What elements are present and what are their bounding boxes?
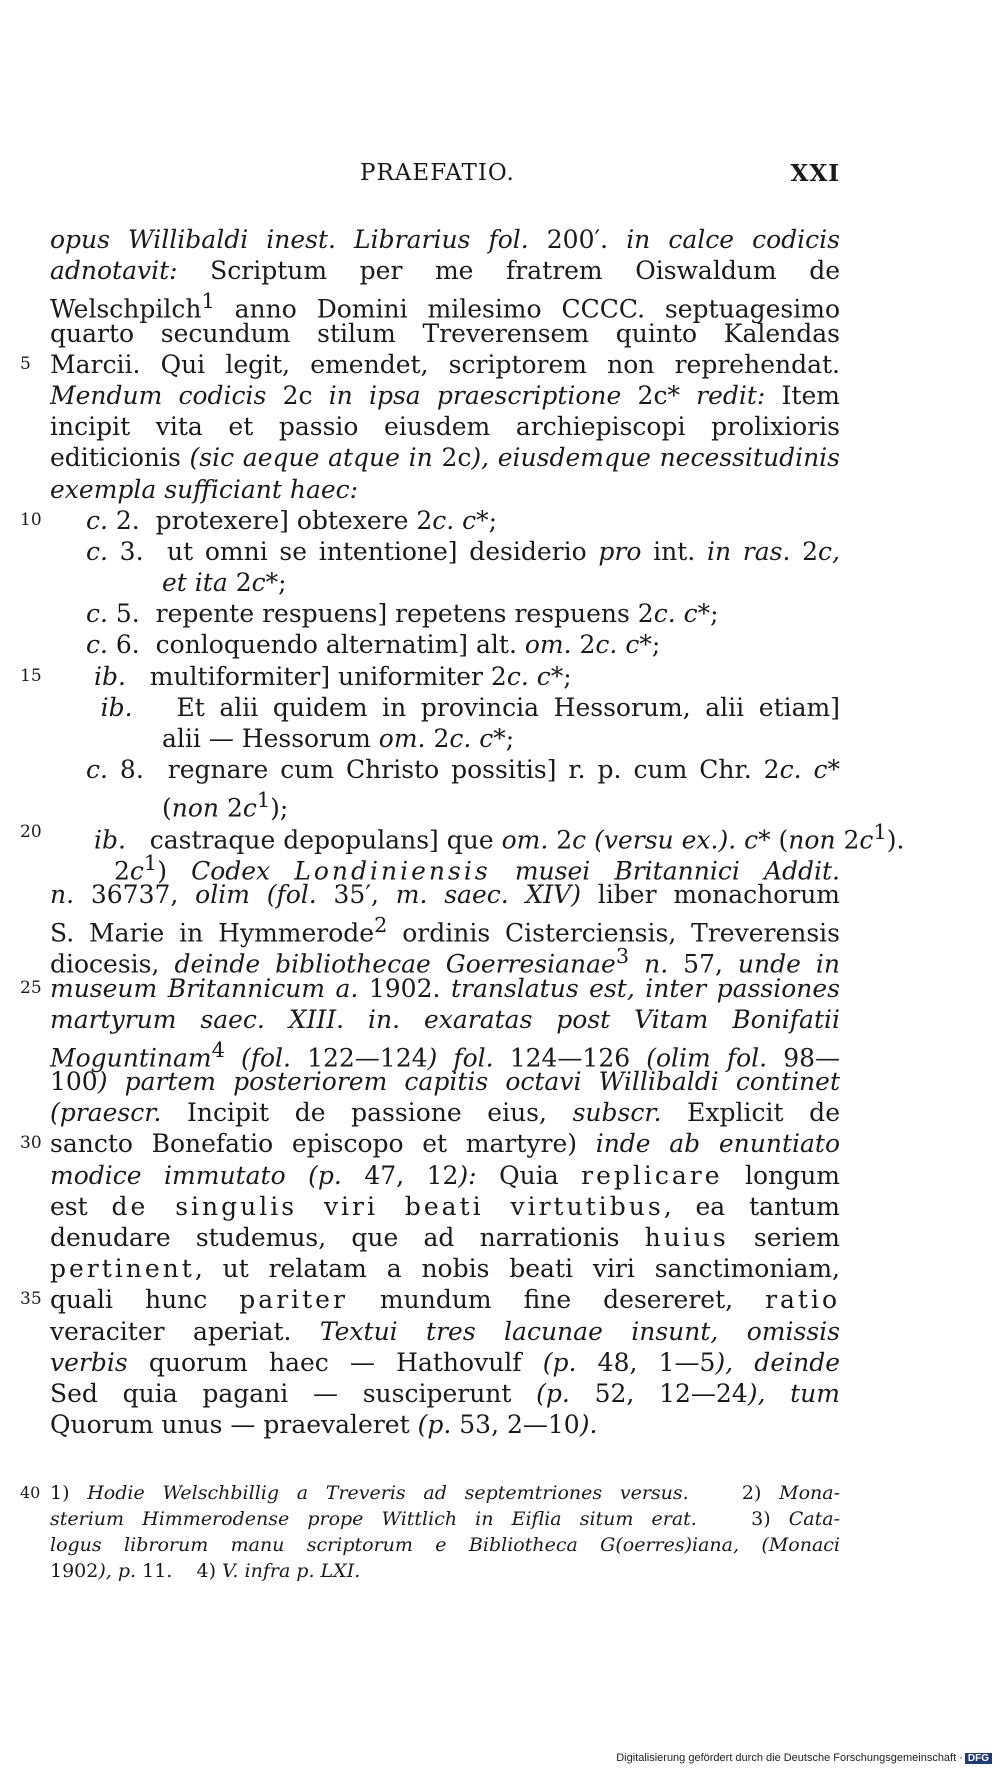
footnote-line xyxy=(50,1532,840,1558)
text-line-text: Marcii. Qui legit, emendet, scriptorem non reprehendat. xyxy=(50,349,840,379)
text-line xyxy=(20,817,905,854)
running-head xyxy=(50,160,840,190)
text-line-text: veraciter aperiat. Textui tres lacunae insunt, omissis xyxy=(50,1316,840,1346)
text-line xyxy=(50,567,840,598)
text-line-text: c. 3. ut omni se intentione] desiderio pro int. in ras. 2c, xyxy=(86,536,840,566)
text-line xyxy=(50,785,840,823)
page-number: XXI xyxy=(790,160,840,187)
text-line xyxy=(50,380,840,411)
text-line-text: martyrum saec. XIII. in. exaratas post Vitam Bonifatii xyxy=(50,1004,840,1034)
text-line xyxy=(50,848,840,886)
line-number: 35 xyxy=(20,1289,42,1310)
text-line-text: Quorum unus — praevaleret (p. 53, 2—10). xyxy=(50,1410,598,1440)
line-number: 5 xyxy=(20,353,31,374)
text-line xyxy=(50,318,840,349)
text-line xyxy=(50,411,840,442)
text-line xyxy=(50,598,840,629)
text-line-text: opus Willibaldi inest. Librarius fol. 200′. in calce codicis xyxy=(50,225,840,254)
text-line-text: museum Britannicum a. 1902. translatus est, inter passiones xyxy=(50,973,841,1003)
text-line-text: diocesis, deinde bibliothecae Goerresianae$^3$ n. 57, unde in xyxy=(50,944,840,979)
text-line xyxy=(20,1128,841,1159)
text-line-text: quarto secundum stilum Treverensem quinto Kalendas xyxy=(50,318,840,348)
text-line xyxy=(50,1316,840,1347)
text-line-text: modice immutato (p. 47, 12): Quia replicare longum xyxy=(50,1160,840,1190)
text-line-text: alii — Hessorum om. 2c. c*; xyxy=(162,724,515,753)
text-line-text: pertinent, ut relatam a nobis beati viri sanctimoniam, xyxy=(50,1254,840,1284)
text-line xyxy=(50,1347,840,1378)
line-number: 20 xyxy=(20,821,42,842)
text-line xyxy=(50,536,840,567)
text-line-text: c. 6. conloquendo alternatim] alt. om. 2c. c*; xyxy=(86,630,661,660)
text-line xyxy=(20,505,840,536)
footnotes xyxy=(20,1480,840,1584)
text-line-text: sancto Bonefatio episcopo et martyre) inde ab enuntiato xyxy=(50,1129,841,1159)
text-line-text: Sed quia pagani — susciperunt (p. 52, 12—24), tum xyxy=(50,1378,840,1408)
text-line-text: Moguntinam$^4$ (fol. 122—124) fol. 124—126 (olim fol. 98— xyxy=(50,1037,840,1073)
text-line xyxy=(50,1222,840,1253)
text-line xyxy=(50,723,840,754)
text-line-text: Welschpilch$^1$ anno Domini milesimo CCCC. septuagesimo xyxy=(50,289,840,324)
footnote-line xyxy=(50,1506,840,1532)
text-line xyxy=(50,754,840,785)
text-line-text: n. 36737, olim (fol. 35′, m. saec. XIV) liber monachorum xyxy=(50,879,841,909)
text-line xyxy=(20,1284,841,1315)
footnote-line xyxy=(20,1480,840,1506)
line-number: 15 xyxy=(20,665,42,686)
text-line-text: exempla sufficiant haec: xyxy=(50,474,359,504)
text-line xyxy=(50,1066,840,1097)
main-text xyxy=(20,224,905,1440)
line-number: 10 xyxy=(20,509,42,530)
footnote-line-text: logus librorum manu scriptorum e Bibliotheca G(oerres)iana, (Monaci xyxy=(50,1534,840,1556)
text-line xyxy=(50,474,840,505)
text-line-text: (non $2c^1$); xyxy=(162,788,289,823)
text-line-text: quali hunc pariter mundum fine desereret, ratio xyxy=(50,1285,841,1315)
digitization-credit xyxy=(616,1752,992,1764)
text-line-text: denudare studemus, que ad narrationis huius seriem xyxy=(50,1223,840,1252)
running-title: PRAEFATIO. xyxy=(360,160,515,186)
text-line-text: verbis quorum haec — Hathovulf (p. 48, 1—5), deinde xyxy=(50,1347,841,1377)
text-line-text: c. 5. repente respuens] repetens respuens 2c. c*; xyxy=(86,599,719,629)
text-line xyxy=(50,1035,840,1073)
footnote-line-text: sterium Himmerodense prope Wittlich in Eiflia situm erat. 3) Cata- xyxy=(50,1508,840,1530)
text-line xyxy=(50,224,840,255)
text-line xyxy=(50,255,840,286)
text-line-text: adnotavit: Scriptum per me fratrem Oiswaldum de xyxy=(50,256,840,286)
text-line-text: c. 8. regnare cum Christo possitis] r. p. cum Chr. 2c. c* xyxy=(86,755,840,785)
credit-text: Digitalisierung gefördert durch die Deutsche Forschungsgemeinschaft · xyxy=(616,1752,963,1764)
text-line-text: Mendum codicis 2c in ipsa praescriptione 2c* redit: Item xyxy=(50,380,840,410)
text-line-text: ib. castraque depopulans] que om. 2c (versu ex.). c* (non $2c^1$). xyxy=(93,819,905,854)
dfg-logo: DFG xyxy=(965,1753,992,1764)
line-number: 30 xyxy=(20,1133,42,1154)
text-line xyxy=(50,629,840,660)
text-line xyxy=(50,879,840,910)
footnote-line-text: 1902), p. 11. 4) V. infra p. LXI. xyxy=(50,1560,361,1582)
text-line xyxy=(50,910,840,948)
text-line xyxy=(50,1409,840,1440)
line-number: 40 xyxy=(20,1483,41,1502)
text-line xyxy=(50,941,840,979)
text-line-text: (praescr. Incipit de passione eius, subscr. Explicit de xyxy=(50,1098,840,1128)
text-line-text: ib. Et alii quidem in provincia Hessorum, alii etiam] xyxy=(100,692,841,722)
text-line-text: est de singulis viri beati virtutibus, ea tantum xyxy=(50,1191,840,1221)
footnote-line-text: 1) Hodie Welschbillig a Treveris ad septemtriones versus. 2) Mona- xyxy=(50,1482,840,1504)
text-line xyxy=(20,349,840,380)
text-line xyxy=(50,1378,840,1409)
text-line xyxy=(20,973,841,1004)
text-line-text: incipit vita et passio eiusdem archiepiscopi prolixioris xyxy=(50,412,840,442)
text-line-text: S. Marie in Hymmerode$^2$ ordinis Cisterciensis, Treverensis xyxy=(50,913,840,948)
text-line xyxy=(50,1253,840,1284)
line-number: 25 xyxy=(20,977,42,998)
footnote-line xyxy=(50,1558,840,1584)
text-line xyxy=(50,1097,840,1128)
text-line xyxy=(20,661,840,692)
text-line-text: et ita 2c*; xyxy=(162,568,287,598)
text-line xyxy=(50,1191,840,1222)
text-line xyxy=(50,692,840,723)
text-line xyxy=(50,442,840,473)
text-line-text: $2c^1$) Codex Londiniensis musei Britannici Addit. xyxy=(114,850,840,886)
text-line xyxy=(50,1160,840,1191)
text-line xyxy=(50,286,840,324)
text-line-text: c. 2. protexere] obtexere 2c. c*; xyxy=(86,505,498,535)
text-line-text: editicionis (sic aeque atque in 2c), eiusdemque necessitudinis xyxy=(50,443,841,473)
text-line xyxy=(50,1004,840,1035)
text-line-text: ib. multiformiter] uniformiter 2c. c*; xyxy=(93,661,572,691)
text-line-text: 100) partem posteriorem capitis octavi Willibaldi continet xyxy=(50,1067,840,1097)
